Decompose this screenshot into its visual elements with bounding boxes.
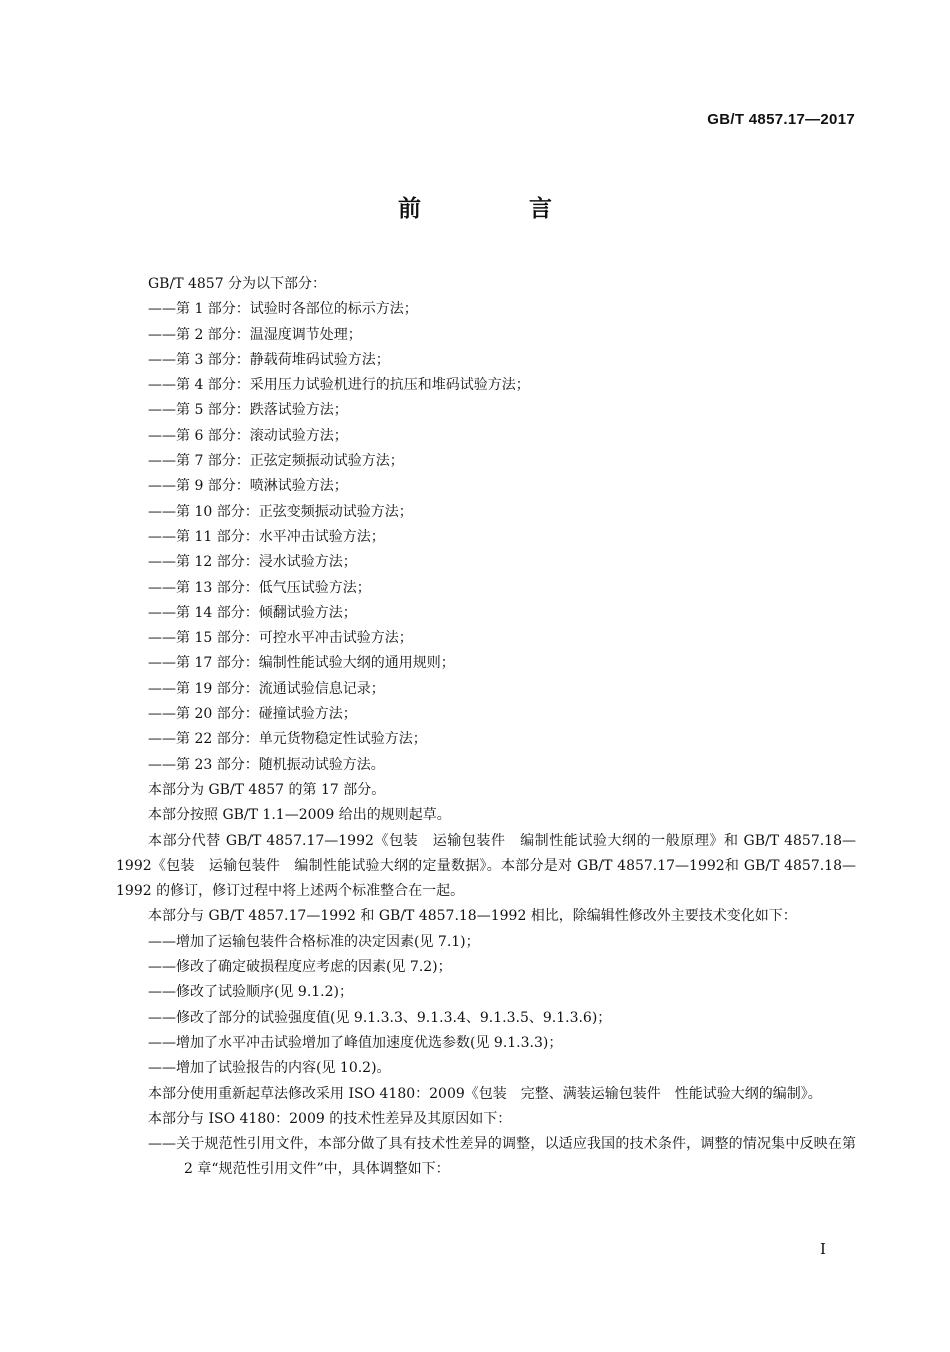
list-item: ——第 9 部分：喷淋试验方法；	[148, 478, 348, 495]
list-item: ——第 6 部分：滚动试验方法；	[148, 427, 348, 444]
list-item: ——第 2 部分：温湿度调节处理；	[148, 326, 362, 343]
paragraph-part-of: 本部分为 GB/T 4857 的第 17 部分。	[148, 781, 386, 798]
intro-line: GB/T 4857 分为以下部分：	[148, 276, 327, 292]
list-item: ——第 22 部分：单元货物稳定性试验方法；	[148, 731, 427, 748]
list-item: ——第 5 部分：跌落试验方法；	[148, 402, 348, 419]
paragraph-iso-adoption: 本部分使用重新起草法修改采用 ISO 4180：2009《包装 完整、满装运输包装件 性能试验大纲的编制》。	[148, 1085, 822, 1102]
list-item: ——第 4 部分：采用压力试验机进行的抗压和堆码试验方法；	[148, 377, 530, 394]
list-item: ——增加了试验报告的内容(见 10.2)。	[148, 1060, 391, 1077]
list-item: ——第 10 部分：正弦变频振动试验方法；	[148, 503, 413, 520]
list-item: ——修改了部分的试验强度值(见 9.1.3.3、9.1.3.4、9.1.3.5、9.1.3.6)；	[148, 1009, 612, 1026]
list-item: ——修改了试验顺序(见 9.1.2)；	[148, 984, 353, 1001]
list-item: ——第 17 部分：编制性能试验大纲的通用规则；	[148, 655, 455, 672]
list-item: ——第 3 部分：静载荷堆码试验方法；	[148, 351, 390, 368]
standard-code: GB/T 4857.17—2017	[707, 111, 855, 128]
paragraph-changes-intro: 本部分与 GB/T 4857.17—1992 和 GB/T 4857.18—1992 相比，除编辑性修改外主要技术变化如下：	[148, 908, 797, 925]
list-item: ——第 13 部分：低气压试验方法；	[148, 579, 371, 596]
list-item: ——增加了水平冲击试验增加了峰值加速度优选参数(见 9.1.3.3)；	[148, 1034, 563, 1051]
list-item: ——第 19 部分：流通试验信息记录；	[148, 680, 385, 697]
paragraph-drafting-rules: 本部分按照 GB/T 1.1—2009 给出的规则起草。	[148, 807, 451, 824]
changes-list	[116, 930, 856, 1082]
parts-list	[116, 297, 856, 778]
list-item: ——第 14 部分：倾翻试验方法；	[148, 604, 357, 621]
list-item: ——第 11 部分：水平冲击试验方法；	[148, 528, 385, 545]
list-item: ——第 20 部分：碰撞试验方法；	[148, 706, 357, 723]
paragraph-replaces: 本部分代替 GB/T 4857.17—1992《包装 运输包装件 编制性能试验大纲的一般原理》和 GB/T 4857.18—1992《包装 运输包装件 编制性能试验大纲的定量数据》。本部分是对 GB/T 4857.17—1992和 GB/T 4857.18—1992 的修订，修订过程中将上述两个标准整合在一起。	[116, 832, 856, 900]
document-body	[116, 272, 856, 1183]
page-title: 前 言	[397, 196, 602, 222]
list-item: ——第 12 部分：浸水试验方法；	[148, 554, 357, 571]
list-item: ——关于规范性引用文件，本部分做了具有技术性差异的调整，以适应我国的技术条件，调整的情况集中反映在第 2 章“规范性引用文件”中，具体调整如下：	[148, 1136, 856, 1178]
list-item: ——第 23 部分：随机振动试验方法。	[148, 756, 385, 773]
list-item: ——第 15 部分：可控水平冲击试验方法；	[148, 630, 413, 647]
list-item: ——第 1 部分：试验时各部位的标示方法；	[148, 301, 418, 318]
list-item: ——修改了确定破损程度应考虑的因素(见 7.2)；	[148, 959, 452, 976]
page-number: I	[820, 1240, 826, 1258]
paragraph-differences-intro: 本部分与 ISO 4180：2009 的技术性差异及其原因如下：	[148, 1110, 512, 1127]
list-item: ——第 7 部分：正弦定频振动试验方法；	[148, 453, 404, 470]
list-item: ——增加了运输包装件合格标准的决定因素(见 7.1)；	[148, 933, 480, 950]
